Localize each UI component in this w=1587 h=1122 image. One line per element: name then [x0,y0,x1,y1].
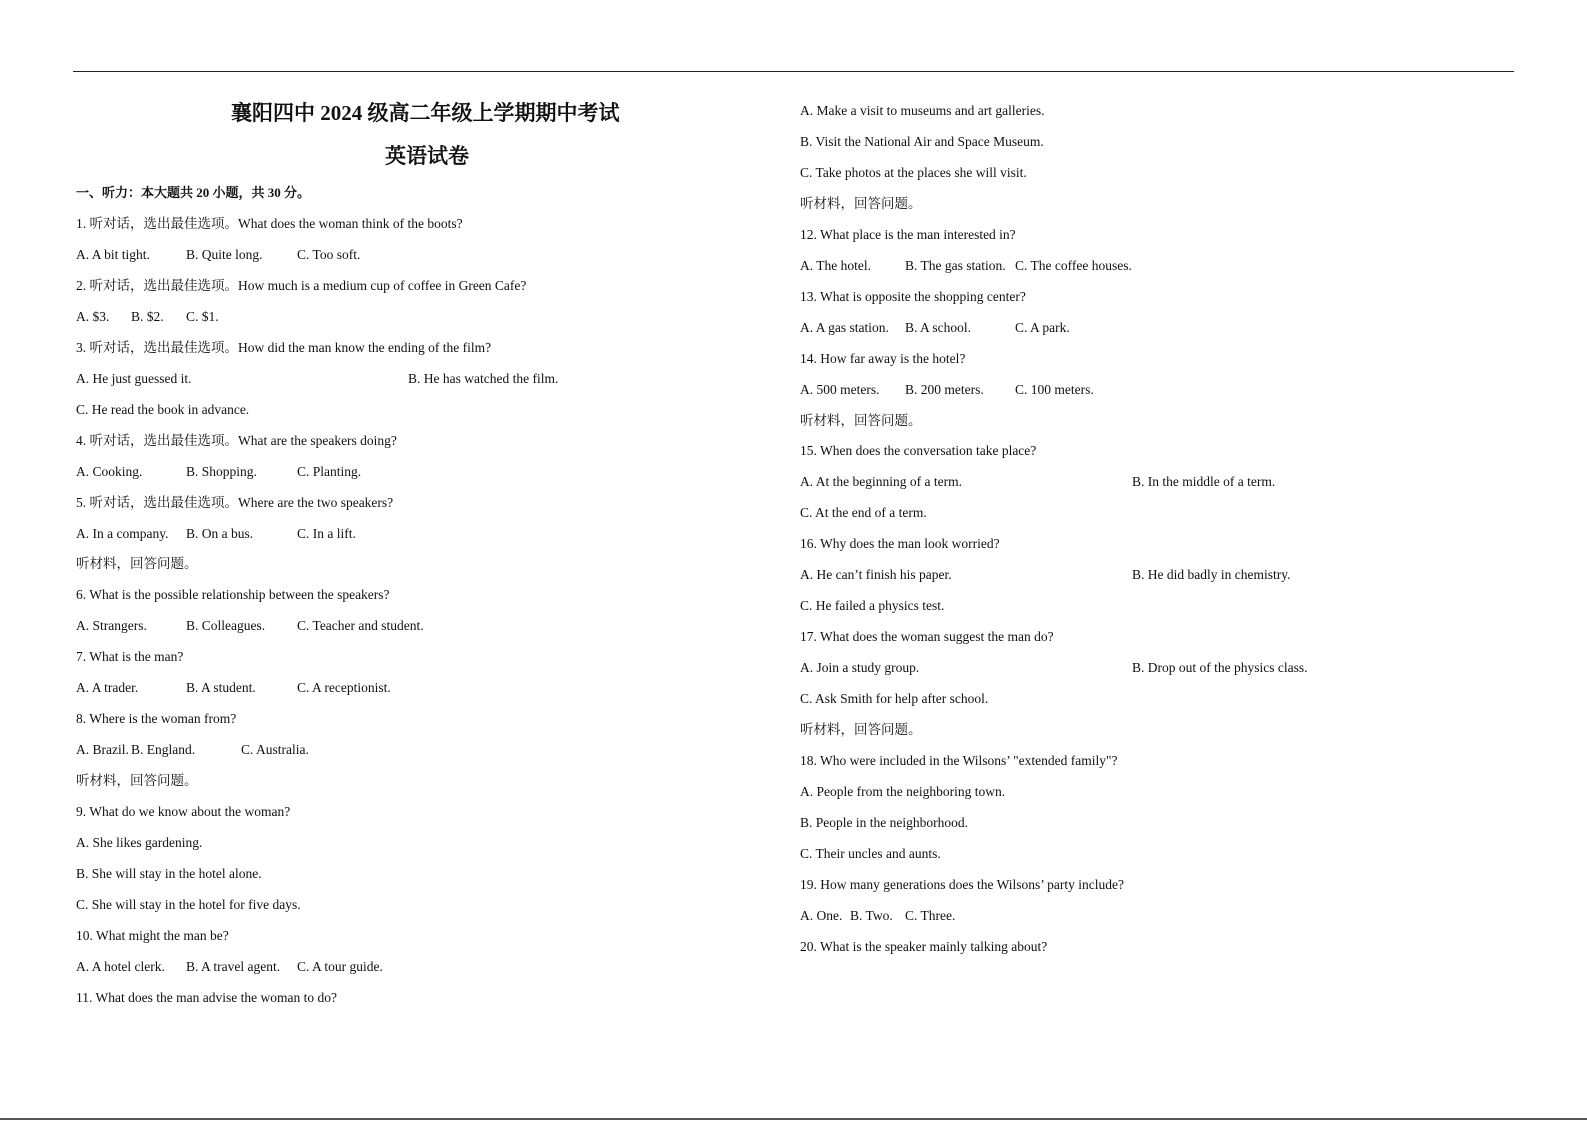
question-text: 4. 听对话，选出最佳选项。What are the speakers doing? [76,432,397,448]
answer-option: B. On a bus. [186,525,254,541]
answer-option: B. Shopping. [186,463,257,479]
answer-option: A. Brazil. [76,742,129,758]
question-text: 14. How far away is the hotel? [800,350,966,366]
question-text: 11. What does the man advise the woman to do? [76,989,337,1005]
question-text: 9. What do we know about the woman? [76,804,291,820]
answer-option: B. He has watched the film. [408,370,559,386]
question-text: 13. What is opposite the shopping center? [800,288,1026,304]
answer-option: A. Cooking. [76,463,143,479]
question-text: 18. Who were included in the Wilsons’ "extended family"? [800,752,1118,768]
question-text: 6. What is the possible relationship between the speakers? [76,587,390,603]
answer-option: A. She likes gardening. [76,835,203,850]
answer-option: C. Too soft. [297,246,361,262]
page-bottom-border [0,1118,1587,1120]
answer-option: A. In a company. [76,525,169,541]
answer-option: B. A travel agent. [186,958,281,974]
question-text: 20. What is the speaker mainly talking about? [800,938,1048,954]
answer-option: C. Australia. [241,742,309,758]
answer-option: C. Take photos at the places she will visit. [800,164,1027,180]
answer-option: C. Ask Smith for help after school. [800,691,989,707]
answer-option: A. A trader. [76,680,139,696]
question-text: 3. 听对话，选出最佳选项。How did the man know the ending of the film? [76,339,492,355]
answer-option: C. Three. [905,907,956,923]
answer-option: C. In a lift. [297,525,356,541]
answer-option: A. A hotel clerk. [76,958,165,974]
question-text: 10. What might the man be? [76,927,229,943]
answer-option: A. Make a visit to museums and art galleries. [800,103,1045,118]
answer-option: B. Visit the National Air and Space Museum. [800,133,1044,149]
answer-option: C. At the end of a term. [800,505,927,521]
question-text: 15. When does the conversation take place? [800,443,1037,459]
answer-option: C. Their uncles and aunts. [800,845,941,861]
answer-option: A. At the beginning of a term. [800,474,962,490]
answer-option: B. $2. [131,308,164,324]
question-text: 12. What place is the man interested in? [800,226,1016,242]
answer-option: B. A school. [905,319,972,335]
answer-option: A. A gas station. [800,319,889,335]
section-heading: 一、听力：本大题共 20 小题，共 30 分。 [76,185,311,200]
answer-option: C. He read the book in advance. [76,401,250,417]
answer-option: C. She will stay in the hotel for five days. [76,896,301,912]
question-text: 2. 听对话，选出最佳选项。How much is a medium cup of coffee in Green Cafe? [76,277,527,293]
answer-option: B. People in the neighborhood. [800,814,968,830]
answer-option: B. The gas station. [905,257,1006,273]
answer-option: A. A bit tight. [76,246,150,262]
answer-option: C. A tour guide. [297,958,383,974]
answer-option: A. 500 meters. [800,381,880,397]
answer-option: B. Drop out of the physics class. [1132,660,1308,676]
answer-option: B. A student. [186,680,256,696]
answer-option: C. 100 meters. [1015,381,1094,397]
listening-instruction: 听材料，回答问题。 [76,556,198,572]
answer-option: B. Two. [850,907,893,923]
answer-option: A. He can’t finish his paper. [800,567,952,583]
answer-option: A. He just guessed it. [76,370,192,386]
exam-title: 襄阳四中 2024 级高二年级上学期期中考试 [231,101,620,125]
answer-option: C. He failed a physics test. [800,598,945,614]
exam-subtitle: 英语试卷 [385,144,469,168]
answer-option: A. People from the neighboring town. [800,783,1006,799]
answer-option: C. A park. [1015,319,1070,335]
question-text: 17. What does the woman suggest the man do? [800,629,1054,645]
listening-instruction: 听材料，回答问题。 [800,412,922,428]
question-text: 19. How many generations does the Wilsons’ party include? [800,876,1125,892]
answer-option: B. He did badly in chemistry. [1132,567,1291,583]
listening-instruction: 听材料，回答问题。 [800,195,922,211]
question-text: 7. What is the man? [76,649,184,665]
answer-option: C. A receptionist. [297,680,391,696]
answer-option: A. $3. [76,308,110,324]
answer-option: A. One. [800,907,843,923]
answer-option: C. Planting. [297,463,362,479]
listening-instruction: 听材料，回答问题。 [800,722,922,737]
answer-option: B. 200 meters. [905,381,984,397]
answer-option: B. In the middle of a term. [1132,474,1276,490]
answer-option: B. England. [131,742,196,758]
question-text: 8. Where is the woman from? [76,711,237,727]
answer-option: B. She will stay in the hotel alone. [76,865,262,881]
answer-option: A. Strangers. [76,618,147,634]
question-text: 1. 听对话，选出最佳选项。What does the woman think of the boots? [76,216,463,231]
answer-option: C. Teacher and student. [297,618,424,634]
answer-option: C. The coffee houses. [1015,257,1132,273]
question-text: 5. 听对话，选出最佳选项。Where are the two speakers? [76,494,394,510]
answer-option: A. Join a study group. [800,660,920,676]
answer-option: B. Quite long. [186,246,263,262]
question-text: 16. Why does the man look worried? [800,536,1000,552]
listening-instruction: 听材料，回答问题。 [76,773,198,789]
answer-option: B. Colleagues. [186,618,266,634]
answer-option: C. $1. [186,308,219,324]
answer-option: A. The hotel. [800,257,871,273]
